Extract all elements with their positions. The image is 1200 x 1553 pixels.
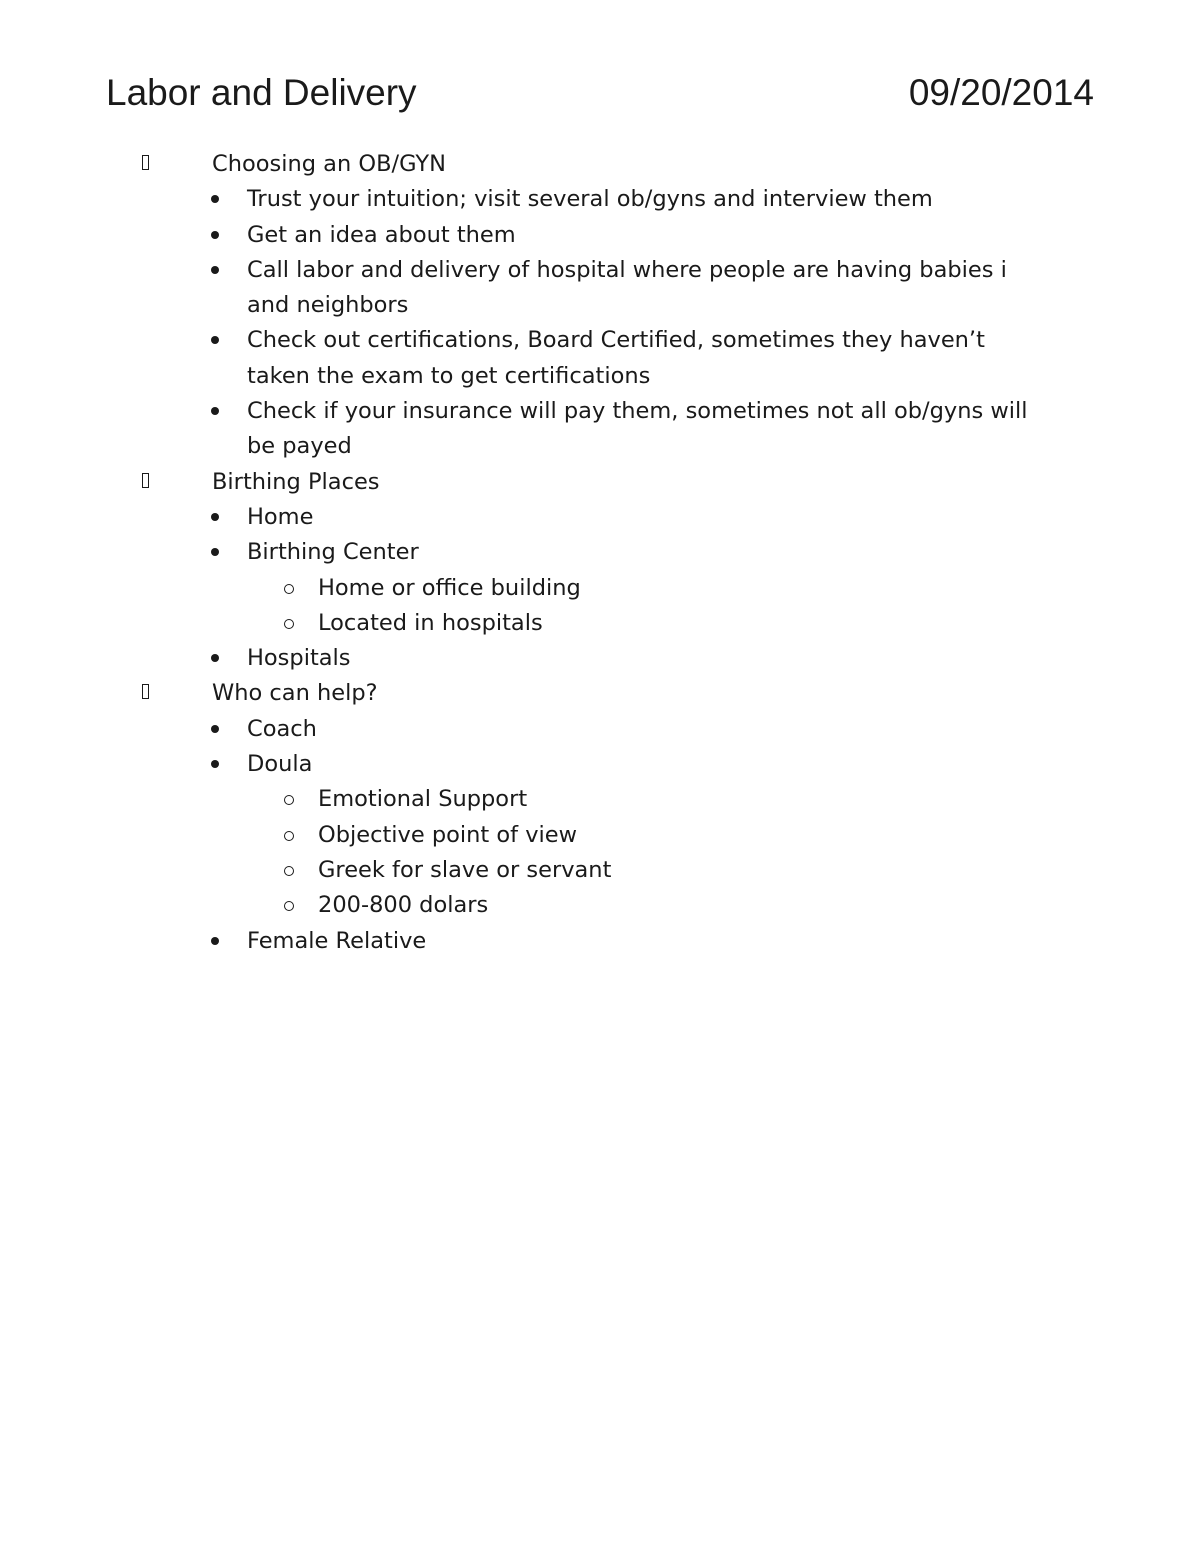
- hollow-circle-bullet-icon: [284, 584, 294, 594]
- sub-list-item-text: 200-800 dolars: [318, 892, 489, 919]
- sub-list-item: [0, 606, 1200, 641]
- section-choosing-obgyn: [0, 147, 1200, 465]
- hollow-box-glyph-icon: [142, 684, 149, 699]
- hollow-box-glyph-icon: [142, 155, 149, 170]
- list-item: [0, 253, 1047, 324]
- hollow-circle-bullet-icon: [284, 795, 294, 805]
- sub-list-item-text: Located in hospitals: [318, 609, 543, 636]
- section-birthing-places: [0, 465, 1200, 677]
- section-heading: [0, 147, 1200, 182]
- list-item-text: Doula: [247, 751, 313, 778]
- filled-bullet-icon: [211, 407, 219, 415]
- list-item: [0, 924, 1047, 959]
- hollow-box-glyph-icon: [142, 473, 149, 488]
- list-item: [0, 500, 1047, 535]
- sub-list-item: [0, 818, 1200, 853]
- list-item-text: Coach: [247, 715, 317, 742]
- filled-bullet-icon: [211, 266, 219, 274]
- sub-list-item-text: Home or office building: [318, 574, 581, 601]
- sub-list-item: [0, 782, 1200, 817]
- list-item-text: Home: [247, 503, 314, 530]
- section-heading-text: Who can help?: [212, 680, 378, 707]
- hollow-circle-bullet-icon: [284, 831, 294, 841]
- filled-bullet-icon: [211, 760, 219, 768]
- filled-bullet-icon: [211, 513, 219, 521]
- sub-list-item: [0, 571, 1200, 606]
- list-item: [0, 218, 1047, 253]
- list-item: [0, 641, 1047, 676]
- page-date: 09/20/2014: [908, 72, 1094, 113]
- filled-bullet-icon: [211, 937, 219, 945]
- list-item: [0, 712, 1047, 747]
- hollow-circle-bullet-icon: [284, 619, 294, 629]
- sub-list-item-text: Emotional Support: [318, 786, 528, 813]
- list-item-text: Call labor and delivery of hospital where people are having babies i and neighbors: [247, 256, 1007, 319]
- sub-list-item: [0, 853, 1200, 888]
- section-heading-text: Birthing Places: [212, 468, 380, 495]
- list-item-text: Hospitals: [247, 645, 351, 672]
- list-item-text: Get an idea about them: [247, 221, 516, 248]
- section-heading: [0, 676, 1200, 711]
- list-item: [0, 394, 1047, 465]
- filled-bullet-icon: [211, 231, 219, 239]
- page-title: Labor and Delivery: [106, 72, 417, 113]
- list-item-text: Check if your insurance will pay them, sometimes not all ob/gyns will be payed: [247, 398, 1028, 460]
- filled-bullet-icon: [211, 548, 219, 556]
- list-item-text: Female Relative: [247, 927, 427, 954]
- list-item: [0, 747, 1047, 782]
- filled-bullet-icon: [211, 195, 219, 203]
- filled-bullet-icon: [211, 654, 219, 662]
- sub-list-item-text: Objective point of view: [318, 821, 578, 848]
- page-header: [106, 70, 1094, 120]
- list-item-text: Check out certifications, Board Certified, sometimes they haven’t taken the exam to get certifications: [247, 327, 985, 389]
- list-item-text: Trust your intuition; visit several ob/gyns and interview them: [247, 186, 933, 213]
- list-item: [0, 323, 1047, 394]
- list-item: [0, 535, 1047, 570]
- sub-list-item: [0, 888, 1200, 923]
- hollow-circle-bullet-icon: [284, 901, 294, 911]
- sub-list-item-text: Greek for slave or servant: [318, 856, 612, 883]
- hollow-circle-bullet-icon: [284, 866, 294, 876]
- section-heading-text: Choosing an OB/GYN: [212, 151, 446, 177]
- filled-bullet-icon: [211, 336, 219, 344]
- section-heading: [0, 465, 1200, 500]
- list-item: [0, 182, 1047, 217]
- filled-bullet-icon: [211, 725, 219, 733]
- list-item-text: Birthing Center: [247, 539, 419, 566]
- section-who-can-help: [0, 676, 1200, 958]
- notes-outline: [0, 147, 1200, 959]
